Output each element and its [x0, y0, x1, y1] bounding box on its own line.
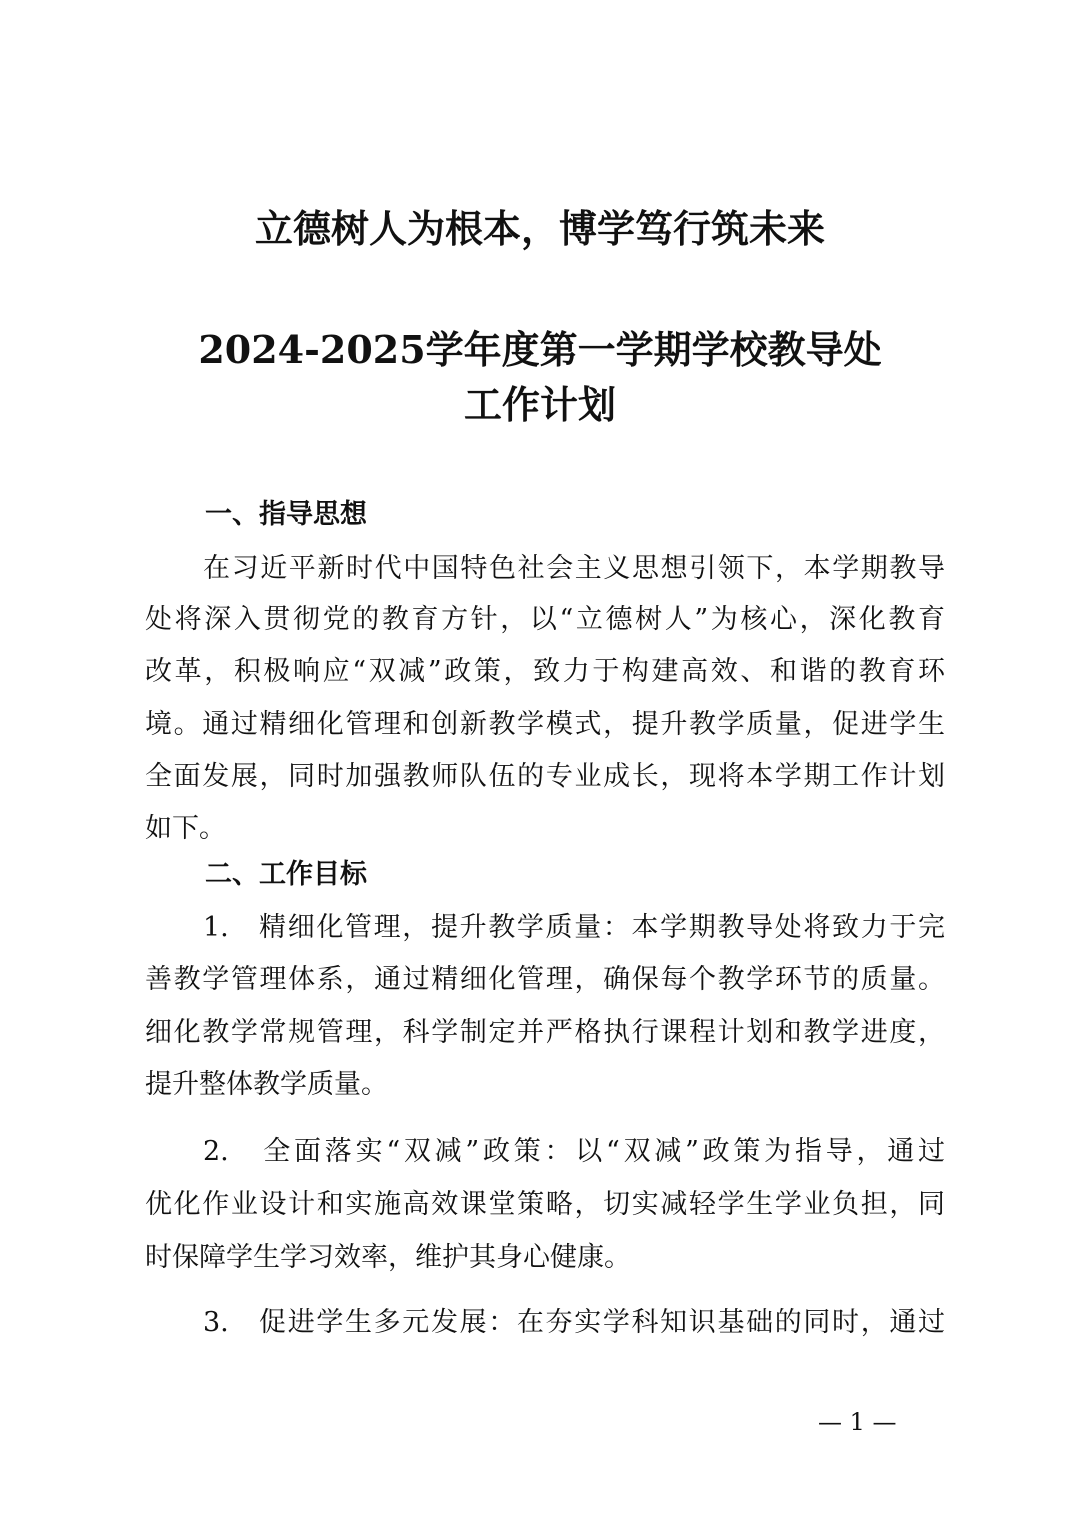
- document-subtitle: 2024-2025学年度第一学期学校教导处: [198, 327, 882, 372]
- paragraph-line: 改革，积极响应“双减”政策，致力于构建高效、和谐的教育环: [145, 656, 945, 687]
- paragraph-line: 如下。: [145, 813, 226, 844]
- paragraph-line: 处将深入贯彻党的教育方针，以“立德树人”为核心，深化教育: [145, 604, 945, 635]
- goal-2-line: 2. 全面落实“双减”政策：以“双减”政策为指导，通过: [203, 1136, 945, 1167]
- section-heading-guiding-ideology: 一、指导思想: [205, 499, 367, 530]
- goal-2-line: 优化作业设计和实施高效课堂策略，切实减轻学生学业负担，同: [145, 1189, 945, 1220]
- goal-3-line: 3. 促进学生多元发展：在夯实学科知识基础的同时，通过: [203, 1307, 945, 1338]
- goal-1-line: 善教学管理体系，通过精细化管理，确保每个教学环节的质量。: [145, 964, 945, 995]
- goal-2-line: 时保障学生学习效率，维护其身心健康。: [145, 1242, 631, 1273]
- goal-1-line: 1. 精细化管理，提升教学质量：本学期教导处将致力于完: [203, 912, 945, 943]
- paragraph-line: 境。通过精细化管理和创新教学模式，提升教学质量，促进学生: [145, 709, 945, 740]
- goal-1-line: 提升整体教学质量。: [145, 1069, 388, 1100]
- paragraph-line: 全面发展，同时加强教师队伍的专业成长，现将本学期工作计划: [145, 761, 945, 792]
- goal-1-line: 细化教学常规管理，科学制定并严格执行课程计划和教学进度，: [145, 1017, 945, 1048]
- paragraph-line: 在习近平新时代中国特色社会主义思想引领下，本学期教导: [203, 553, 945, 584]
- document-subtitle-2: 工作计划: [463, 382, 616, 427]
- section-heading-work-goals: 二、工作目标: [205, 859, 367, 890]
- document-title: 立德树人为根本，博学笃行筑未来: [254, 206, 825, 251]
- page-number: — 1 —: [818, 1408, 897, 1436]
